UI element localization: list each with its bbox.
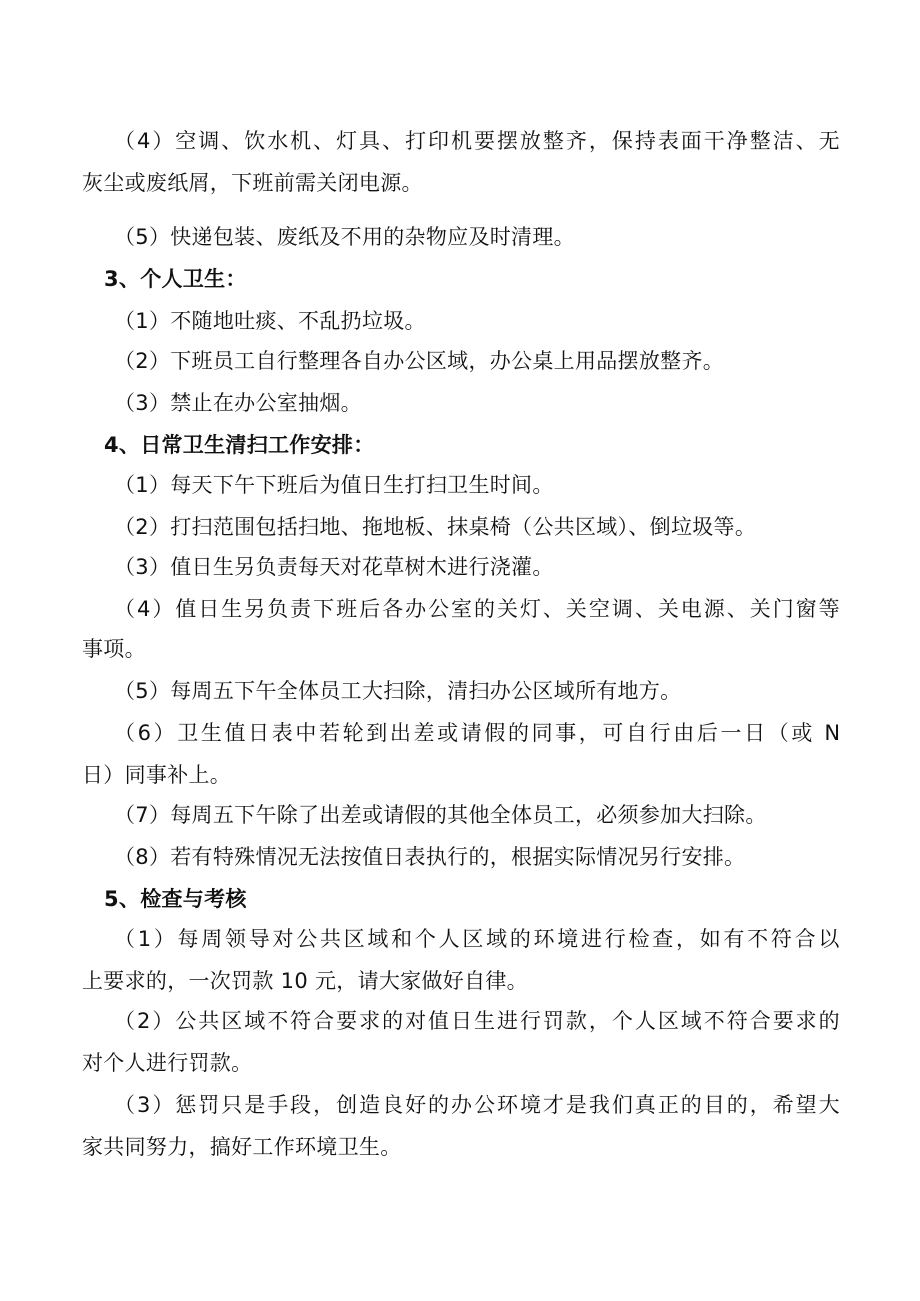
section-heading: 5、检查与考核 <box>104 887 247 911</box>
paragraph-item: （3）值日生另负责每天对花草树木进行浇灌。 <box>114 555 554 579</box>
paragraph-item: （1）不随地吐痰、不乱扔垃圾。 <box>114 309 426 333</box>
paragraph-continuation: 事项。 <box>82 637 146 661</box>
paragraph-item: （5）每周五下午全体员工大扫除，清扫办公区域所有地方。 <box>114 679 682 703</box>
paragraph-item: （4）值日生另负责下班后各办公室的关灯、关空调、关电源、关门窗等 <box>114 597 842 621</box>
paragraph-continuation: 上要求的，一次罚款 10 元，请大家做好自律。 <box>82 969 528 993</box>
paragraph-item: （1）每天下午下班后为值日生打扫卫生时间。 <box>114 473 554 497</box>
paragraph-item: （4）空调、饮水机、灯具、打印机要摆放整齐，保持表面干净整洁、无 <box>114 129 842 153</box>
paragraph-continuation: 日）同事补上。 <box>82 763 232 787</box>
paragraph-item: （7）每周五下午除了出差或请假的其他全体员工，必须参加大扫除。 <box>114 803 767 827</box>
paragraph-item: （1）每周领导对公共区域和个人区域的环境进行检查，如有不符合以 <box>114 927 843 951</box>
paragraph-continuation: 灰尘或废纸屑，下班前需关闭电源。 <box>82 171 423 195</box>
paragraph-item: （3）惩罚只是手段，创造良好的办公环境才是我们真正的目的，希望大 <box>114 1093 842 1117</box>
paragraph-continuation: 对个人进行罚款。 <box>82 1051 253 1075</box>
paragraph-item: （2）公共区域不符合要求的对值日生进行罚款，个人区域不符合要求的 <box>114 1009 842 1033</box>
paragraph-continuation: 家共同努力，搞好工作环境卫生。 <box>82 1135 402 1159</box>
paragraph-item: （2）下班员工自行整理各自办公区域，办公桌上用品摆放整齐。 <box>114 349 725 373</box>
paragraph-item: （8）若有特殊情况无法按值日表执行的，根据实际情况另行安排。 <box>114 845 746 869</box>
paragraph-item: （6）卫生值日表中若轮到出差或请假的同事，可自行由后一日（或 N <box>114 721 843 745</box>
paragraph-item: （5）快递包装、废纸及不用的杂物应及时清理。 <box>114 225 575 249</box>
paragraph-item: （3）禁止在办公室抽烟。 <box>114 391 362 415</box>
section-heading: 3、个人卫生： <box>104 267 247 291</box>
paragraph-item: （2）打扫范围包括扫地、拖地板、抹桌椅（公共区域）、倒垃圾等。 <box>114 515 757 539</box>
section-heading: 4、日常卫生清扫工作安排： <box>104 433 375 457</box>
